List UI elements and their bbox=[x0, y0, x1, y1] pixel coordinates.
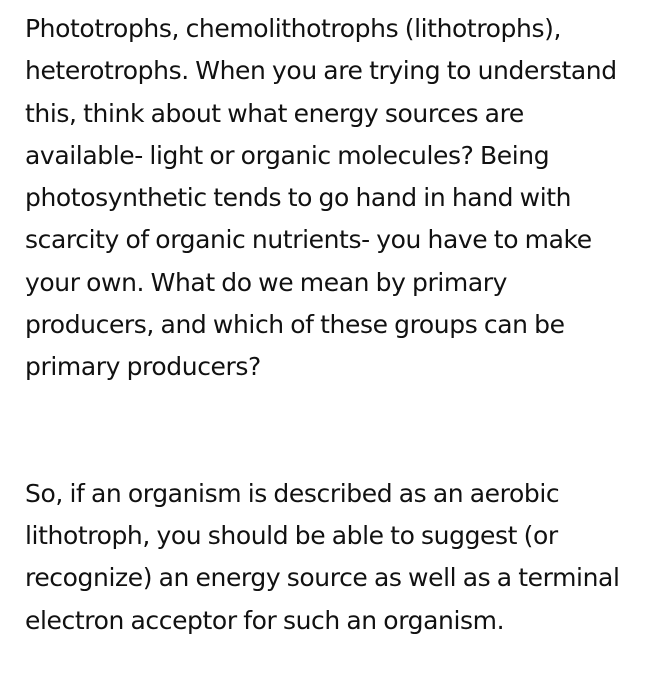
paragraph-aerobic-lithotroph: So, if an organism is described as an aerobic lithotroph, you should be able to suggest (or recognize) an energy source as well as a terminal electron acceptor for such an organism. bbox=[25, 478, 620, 635]
document-body bbox=[25, 8, 625, 642]
paragraph-trophic-groups: Phototrophs, chemolithotrophs (lithotrophs), heterotrophs. When you are trying to understand this, think about what energy sources are available- light or organic molecules? Being photosynthetic tends to go hand in hand with scarcity of organic nutrients- you have to make your own. What do we mean by primary producers, and which of these groups can be primary producers? bbox=[25, 14, 617, 382]
paragraph-spacer bbox=[25, 389, 625, 473]
